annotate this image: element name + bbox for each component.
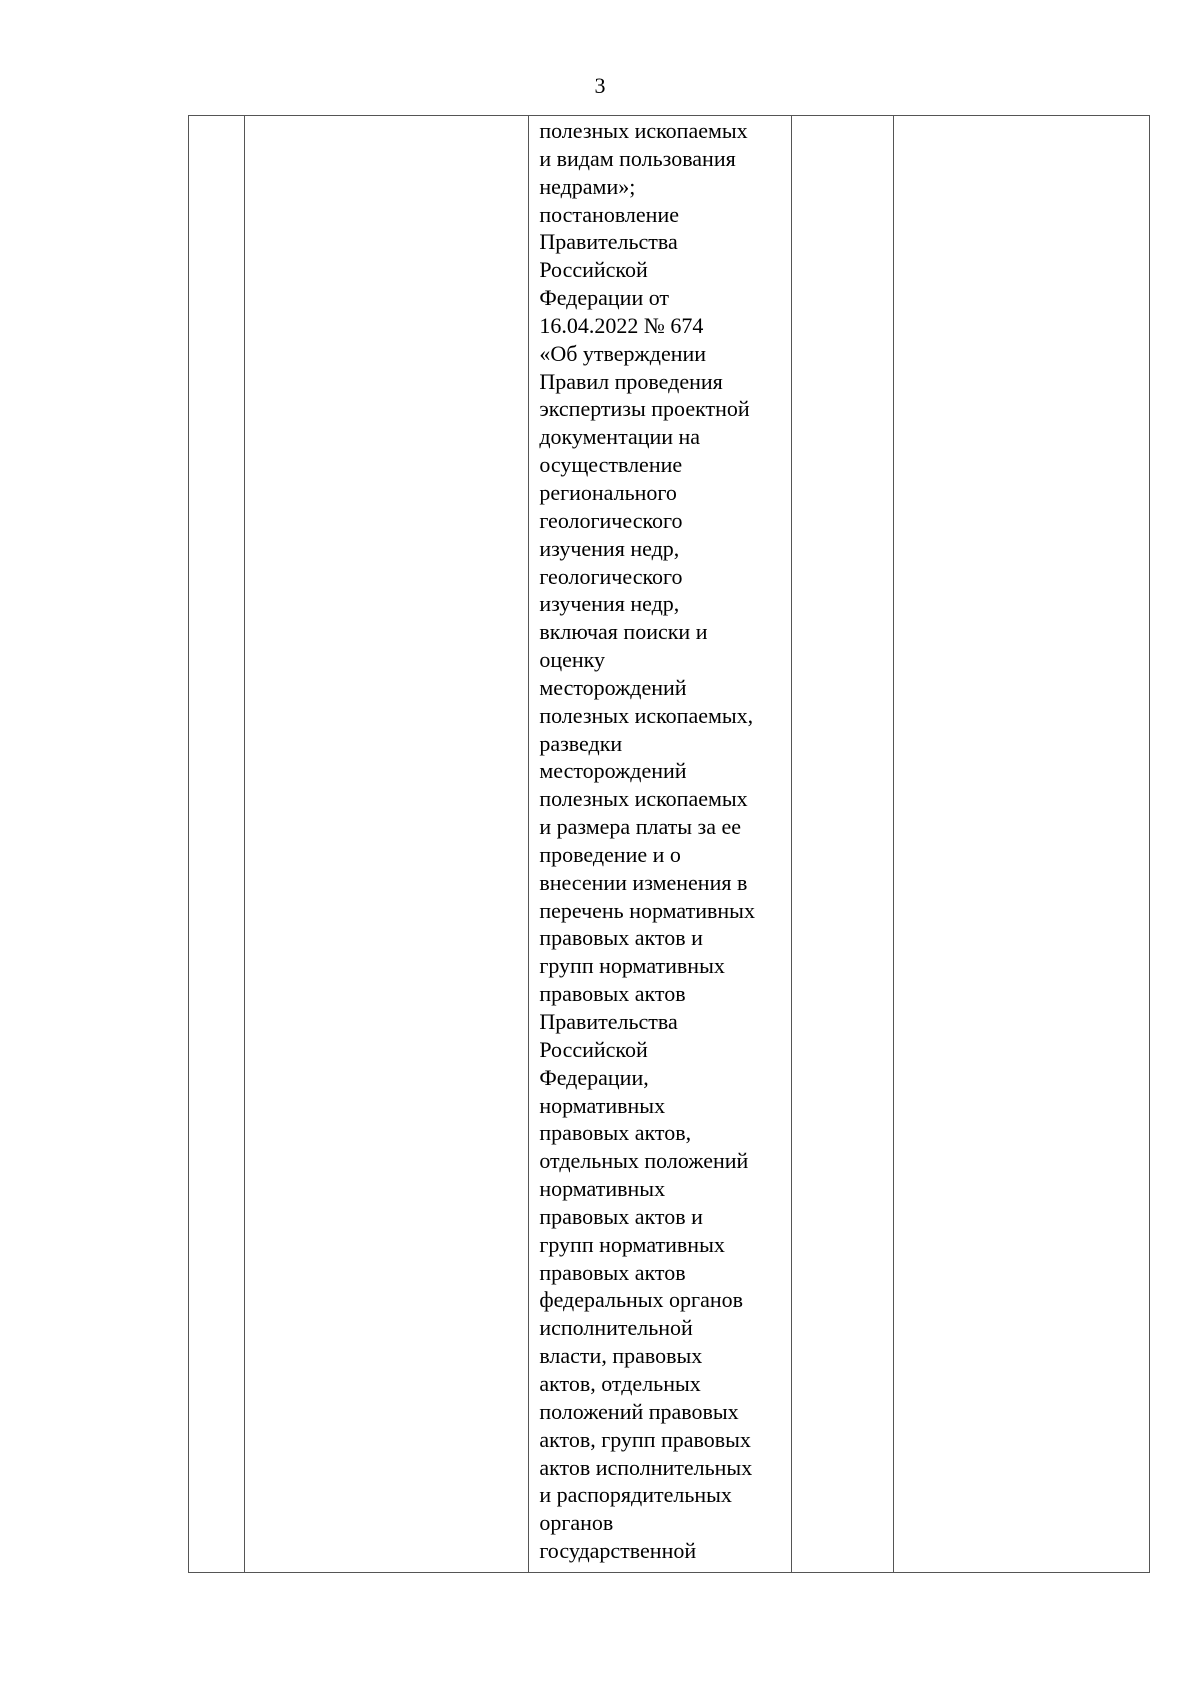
document-table	[188, 115, 1150, 1573]
table-cell-legal-basis	[529, 116, 791, 1573]
cell-text-name	[245, 116, 528, 117]
table-row	[189, 116, 1150, 1573]
cell-text-number	[189, 116, 244, 117]
table-cell-column-4	[791, 116, 893, 1573]
cell-text-column-4	[792, 116, 893, 117]
table-cell-column-5	[893, 116, 1149, 1573]
cell-text-legal-basis: полезных ископаемых и видам пользования недрами»; постановление Правительства Российской Федерации от 16.04.2022 № 674 «Об утверждении Правил проведения экспертизы проектной документации на осуществление регионального геологического изучения недр, геологического изучения недр, включая поиски и оценку месторождений полезных ископаемых, разведки месторождений полезных ископаемых и размера платы за ее проведение и о внесении изменения в перечень нормативных правовых актов и групп нормативных правовых актов Правительства Российской Федерации, нормативных правовых актов, отдельных положений нормативных правовых актов и групп нормативных правовых актов федеральных органов исполнительной власти, правовых актов, отдельных положений правовых актов, групп правовых актов исполнительных и распорядительных органов государственной	[539, 118, 755, 1564]
cell-text-column-5	[894, 116, 1149, 117]
page-number: 3	[594, 73, 606, 98]
table-cell-number	[189, 116, 245, 1573]
table-cell-name	[245, 116, 529, 1573]
